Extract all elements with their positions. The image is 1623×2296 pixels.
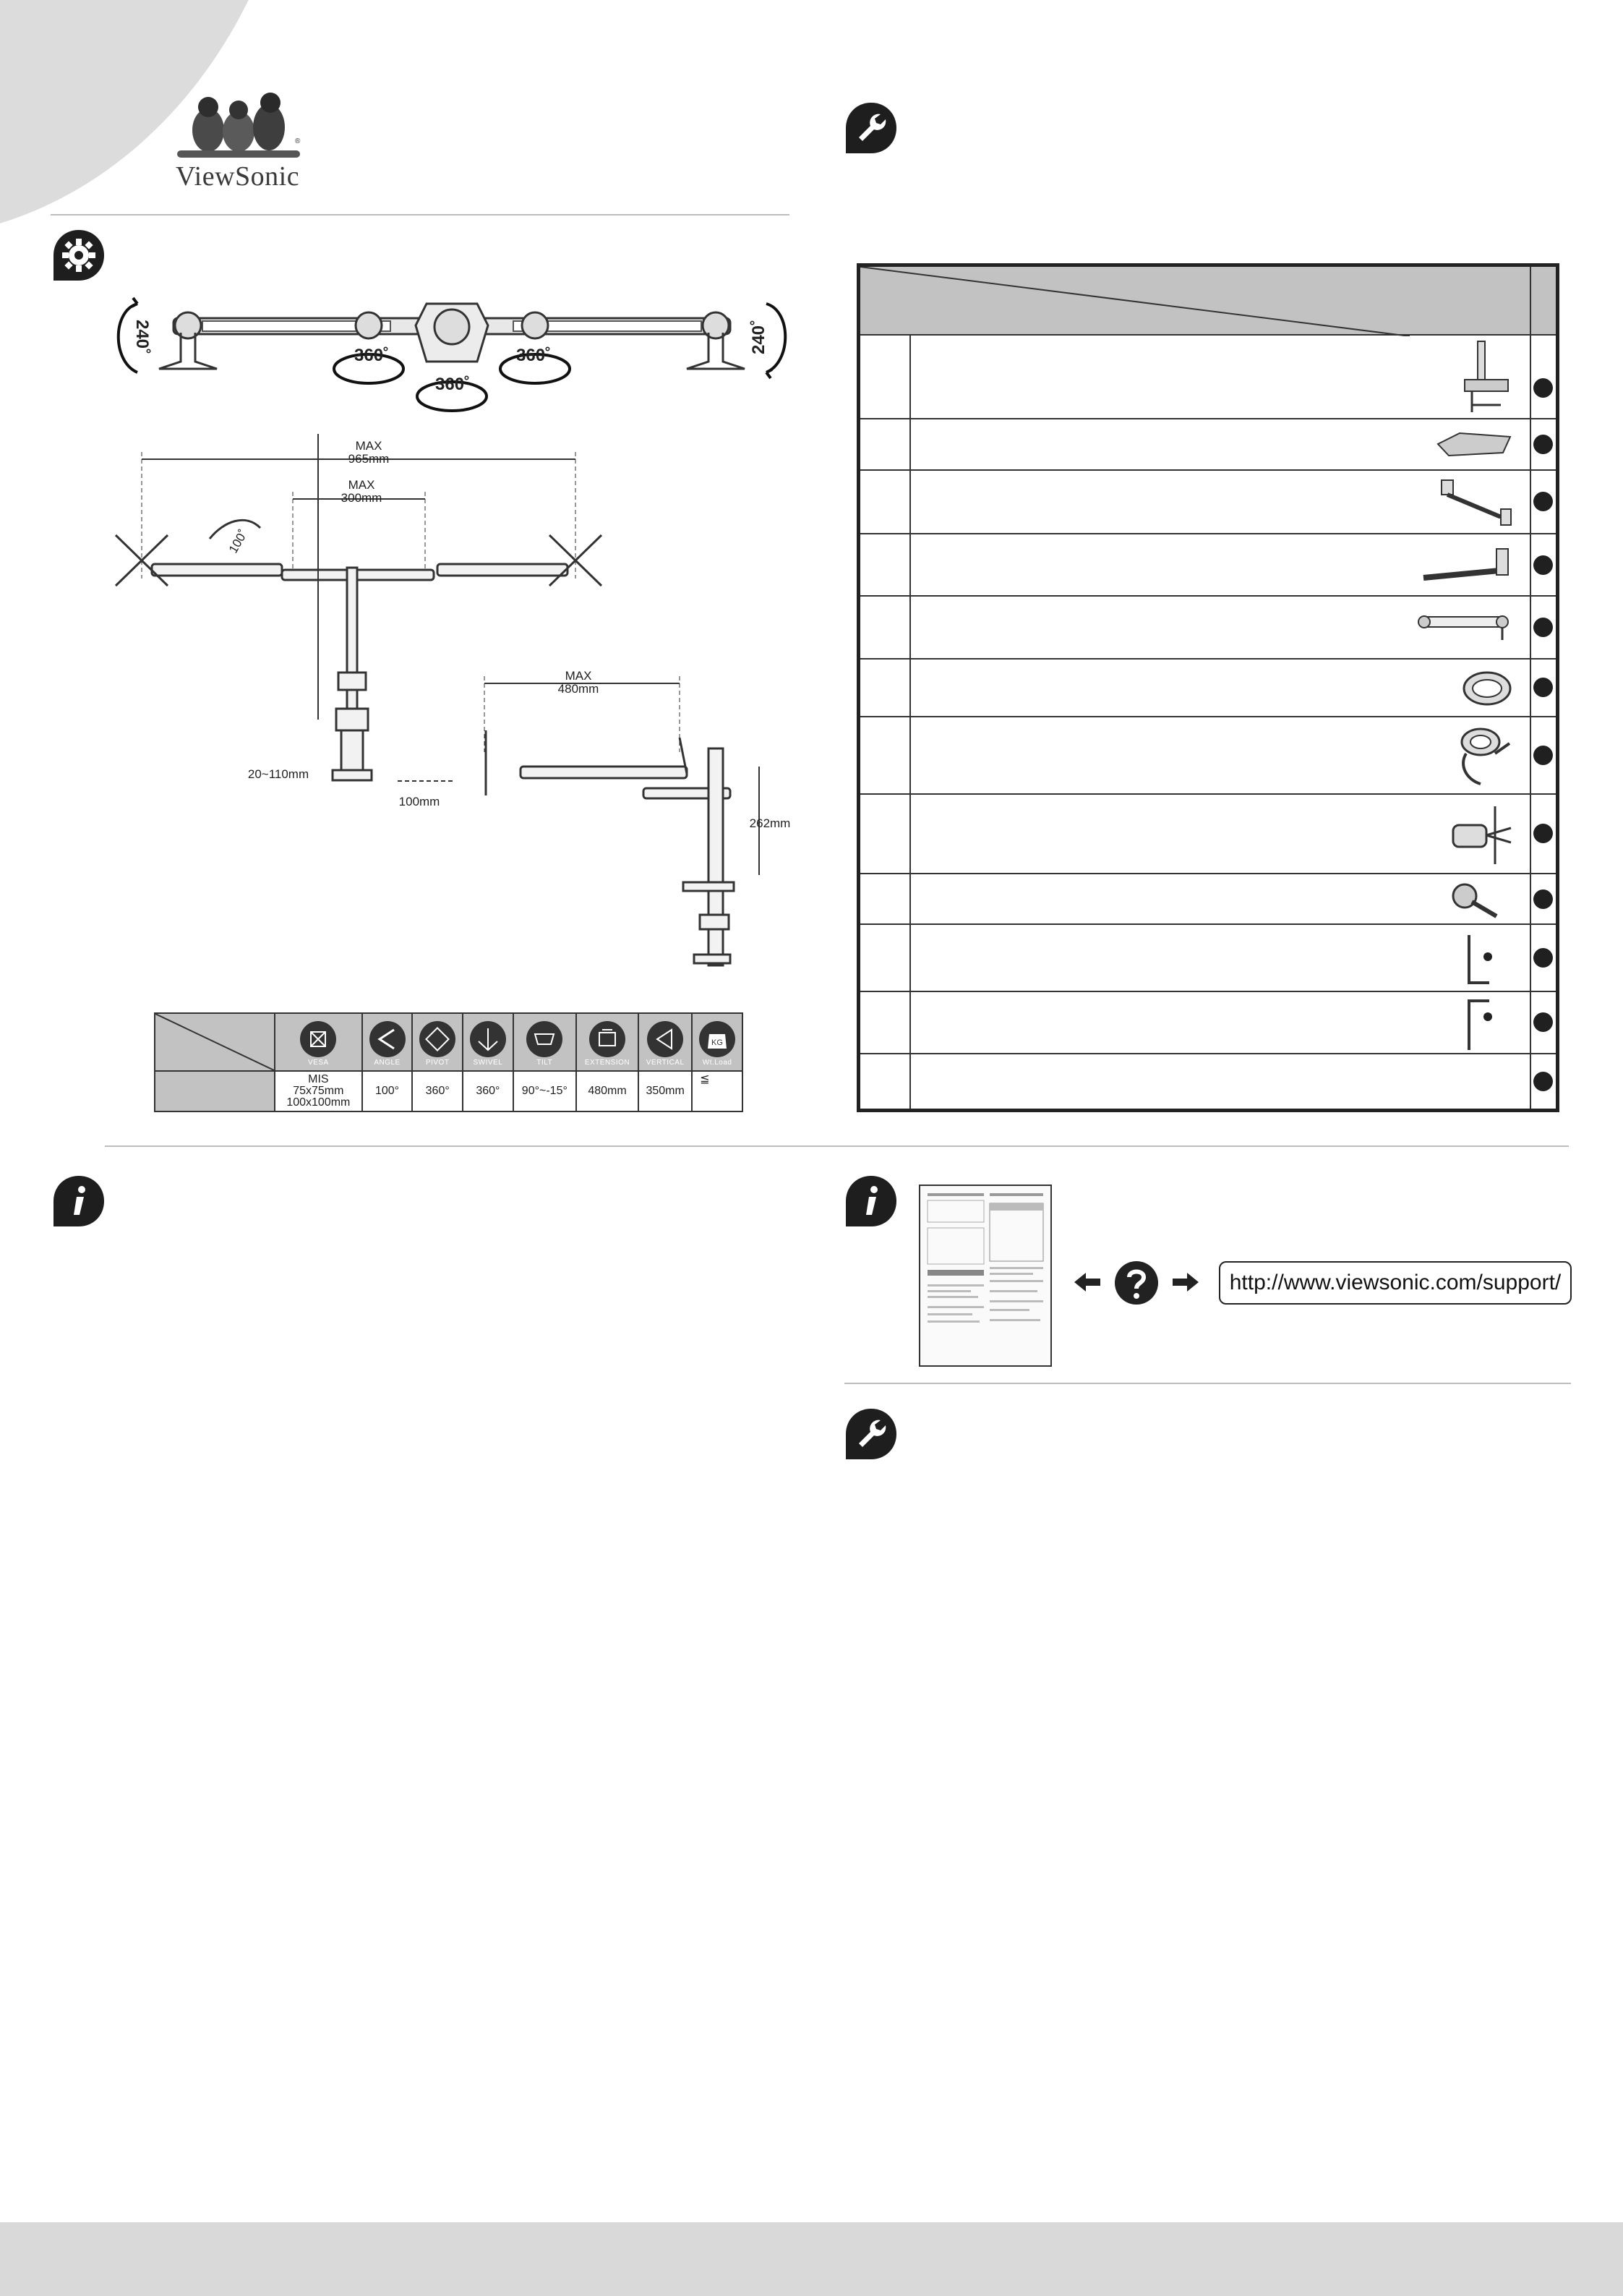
parts-row <box>859 924 1558 991</box>
arrow-right-icon <box>1171 1271 1200 1293</box>
qty-dot <box>1533 824 1553 843</box>
part-number-cell <box>859 419 911 469</box>
parts-table <box>857 263 1559 1112</box>
qty-dot <box>1533 492 1553 511</box>
qty-dot <box>1533 746 1553 765</box>
support-url[interactable]: http://www.viewsonic.com/support/ <box>1219 1261 1572 1305</box>
mount-rotation-diagram <box>108 289 795 427</box>
parts-row <box>859 335 1558 419</box>
vertical-label: 262mm <box>749 816 791 830</box>
parts-header-corner <box>859 265 1530 335</box>
spec-value-extension: 480mm <box>576 1071 638 1111</box>
knob-screw-icon <box>1450 880 1501 921</box>
swing-arm-icon <box>1434 477 1514 529</box>
part-qty-cell <box>1530 659 1558 717</box>
vesa-icon <box>300 1021 336 1057</box>
spec-value-pivot: 360° <box>412 1071 463 1111</box>
qty-dot <box>1533 948 1553 968</box>
parts-row <box>859 991 1558 1054</box>
part-image-cell <box>910 659 1530 717</box>
pole-clamp-icon <box>1457 340 1515 415</box>
vesa-value-line1: MIS <box>308 1073 329 1085</box>
part-number-cell <box>859 991 911 1054</box>
weight-icon <box>699 1021 735 1057</box>
spec-value-weight: ≦ <box>692 1071 742 1111</box>
part-image-cell <box>910 717 1530 793</box>
spec-value-angle: 100° <box>362 1071 413 1111</box>
arrow-left-icon <box>1073 1271 1102 1293</box>
max-center-label: MAX 300mm <box>341 478 382 505</box>
spec-value-vesa <box>275 1071 362 1111</box>
base-plate-icon <box>1434 430 1514 458</box>
spec-col-tilt <box>513 1013 576 1071</box>
part-number-cell <box>859 534 911 596</box>
parts-header-row <box>859 265 1558 335</box>
spec-label-pivot: PIVOT <box>425 1058 450 1067</box>
gear-icon <box>52 229 106 282</box>
qty-dot <box>1533 378 1553 398</box>
max-total-label: MAX 965mm <box>348 439 390 466</box>
part-image-cell <box>910 991 1530 1054</box>
parts-row <box>859 596 1558 658</box>
info-icon <box>844 1174 898 1228</box>
part-qty-cell <box>1530 534 1558 596</box>
spec-value-vertical: 350mm <box>638 1071 692 1111</box>
spec-col-weight <box>692 1013 742 1071</box>
lower-arm-icon <box>1420 542 1514 589</box>
diagonal-line <box>860 267 1410 336</box>
swivel-label-right: 360˚ <box>516 346 552 365</box>
part-image-cell <box>910 335 1530 419</box>
spec-col-swivel <box>463 1013 513 1071</box>
pivot-icon <box>419 1021 455 1057</box>
swivel-icon <box>470 1021 506 1057</box>
part-number-cell <box>859 470 911 534</box>
extension-icon <box>589 1021 625 1057</box>
part-qty-cell <box>1530 596 1558 658</box>
part-number-cell <box>859 1054 911 1110</box>
spec-table <box>154 1012 743 1112</box>
part-number-cell <box>859 335 911 419</box>
lower-right-divider <box>844 1383 1571 1384</box>
ring-icon <box>1460 668 1514 709</box>
wrench-icon <box>844 101 898 155</box>
parts-row <box>859 470 1558 534</box>
question-icon <box>1113 1260 1160 1306</box>
part-qty-cell <box>1530 717 1558 793</box>
spec-header-row <box>155 1013 742 1071</box>
part-qty-cell <box>1530 991 1558 1054</box>
qty-dot <box>1533 1012 1553 1032</box>
part-qty-cell <box>1530 470 1558 534</box>
spec-col-extension <box>576 1013 638 1071</box>
parts-row <box>859 874 1558 924</box>
vesa-value-line2: 75x75mm <box>293 1085 344 1097</box>
rotation-label-left: 240˚ <box>132 319 153 355</box>
brand-name: ViewSonic <box>176 161 300 192</box>
manual-thumbnail <box>919 1185 1052 1367</box>
viewsonic-birds-logo-icon <box>174 87 304 163</box>
part-qty-cell <box>1530 874 1558 924</box>
footer-band <box>0 2222 1623 2296</box>
side-dimension-diagram <box>477 665 781 976</box>
parts-header-qty <box>1530 265 1558 335</box>
info-icon <box>52 1174 106 1228</box>
spec-value-label-cell <box>155 1071 275 1111</box>
part-qty-cell <box>1530 924 1558 991</box>
manual-thumbnail-image <box>920 1186 1050 1365</box>
svg-text:®: ® <box>295 137 301 145</box>
clamp-depth-label: 100mm <box>398 795 440 808</box>
spec-corner-cell <box>155 1013 275 1071</box>
spec-value-row <box>155 1071 742 1111</box>
part-image-cell <box>910 419 1530 469</box>
part-image-cell <box>910 1054 1530 1110</box>
wrench-icon <box>844 1407 898 1461</box>
qty-dot <box>1533 435 1553 454</box>
part-image-cell <box>910 924 1530 991</box>
part-number-cell <box>859 874 911 924</box>
part-image-cell <box>910 874 1530 924</box>
qty-dot <box>1533 618 1553 637</box>
spec-value-tilt: 90°~-15° <box>513 1071 576 1111</box>
diagonal-line <box>155 1014 274 1070</box>
parts-row <box>859 717 1558 793</box>
spec-label-weight: Wt.Load <box>702 1058 732 1067</box>
qty-dot <box>1533 889 1553 909</box>
part-number-cell <box>859 924 911 991</box>
spec-label-tilt: TILT <box>536 1058 553 1067</box>
spec-value-swivel: 360° <box>463 1071 513 1111</box>
pole-collar-icon <box>1452 722 1517 790</box>
part-qty-cell <box>1530 794 1558 874</box>
allen-key-large-icon <box>1465 932 1494 987</box>
spec-label-swivel: SWIVEL <box>473 1058 503 1067</box>
side-max-label: MAX 480mm <box>557 669 599 696</box>
part-number-cell <box>859 794 911 874</box>
part-image-cell <box>910 596 1530 658</box>
part-number-cell <box>859 659 911 717</box>
spec-col-vesa <box>275 1013 362 1071</box>
qty-dot <box>1533 678 1553 697</box>
swivel-label-center: 360˚ <box>435 375 471 394</box>
rotation-label-right: 240˚ <box>749 319 769 355</box>
clamp-range-label: 20~110mm <box>247 767 309 781</box>
angle-icon <box>369 1021 406 1057</box>
swivel-label-left: 360˚ <box>354 346 390 365</box>
part-image-cell <box>910 470 1530 534</box>
part-qty-cell <box>1530 335 1558 419</box>
part-image-cell <box>910 794 1530 874</box>
parts-row <box>859 794 1558 874</box>
parts-row <box>859 419 1558 469</box>
top-left-divider <box>51 214 789 215</box>
part-qty-cell <box>1530 419 1558 469</box>
spec-col-vertical <box>638 1013 692 1071</box>
spec-label-angle: ANGLE <box>374 1058 401 1067</box>
spec-col-angle <box>362 1013 413 1071</box>
vertical-icon <box>647 1021 683 1057</box>
part-number-cell <box>859 717 911 793</box>
qty-dot <box>1533 555 1553 575</box>
angle-label: 100˚ <box>226 527 251 556</box>
center-mount-icon <box>1444 799 1517 870</box>
vesa-value-line3: 100x100mm <box>286 1096 351 1109</box>
spec-col-pivot <box>412 1013 463 1071</box>
qty-dot <box>1533 1072 1553 1091</box>
part-image-cell <box>910 534 1530 596</box>
parts-row <box>859 659 1558 717</box>
spec-label-vertical: VERTICAL <box>646 1058 685 1067</box>
part-number-cell <box>859 596 911 658</box>
svg-text:KG: KG <box>711 1038 724 1047</box>
tilt-icon <box>526 1021 562 1057</box>
spec-label-vesa: VESA <box>307 1058 329 1067</box>
part-qty-cell <box>1530 1054 1558 1110</box>
middle-divider <box>105 1145 1569 1147</box>
extension-arm-icon <box>1414 608 1515 644</box>
allen-key-small-icon <box>1465 998 1494 1053</box>
spec-label-extension: EXTENSION <box>584 1058 630 1067</box>
parts-row <box>859 1054 1558 1110</box>
parts-row <box>859 534 1558 596</box>
